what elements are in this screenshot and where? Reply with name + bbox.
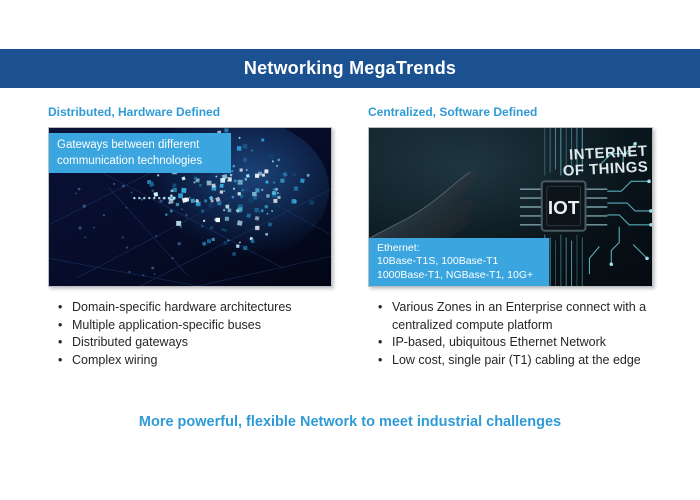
bullet-icon <box>58 299 72 317</box>
list-item: • Domain-specific hardware architectures <box>48 299 338 317</box>
ethernet-caption-line3: 1000Base-T1, NGBase-T1, 10G+ <box>377 268 534 281</box>
gateways-caption-line1: Gateways between different <box>57 139 200 151</box>
right-image-frame <box>368 127 653 287</box>
bullet-icon <box>58 352 72 370</box>
list-item: • Complex wiring <box>48 352 338 370</box>
iot-caption-line2: OF THINGS <box>562 159 649 180</box>
ethernet-caption-line2: 10Base-T1S, 100Base-T1 <box>377 255 499 267</box>
list-item: • Various Zones in an Enterprise connect with a centralized compute platform <box>368 299 653 334</box>
gateways-caption <box>49 133 231 173</box>
list-item: • IP-based, ubiquitous Ethernet Network <box>368 334 653 352</box>
beaded-line <box>133 197 175 200</box>
right-bullet-list <box>368 299 653 369</box>
bullet-icon <box>378 352 392 370</box>
iot-caption-line1: INTERNET <box>568 143 648 164</box>
footer-tagline: More powerful, flexible Network to meet industrial challenges <box>138 414 562 430</box>
right-column-header: Centralized, Software Defined <box>368 105 538 119</box>
left-column-header: Distributed, Hardware Defined <box>48 105 221 119</box>
gateways-caption-line2: communication technologies <box>57 155 203 167</box>
internet-of-things-caption <box>562 144 649 180</box>
bullet-icon <box>378 299 392 334</box>
bullet-icon <box>58 317 72 335</box>
list-item: • Distributed gateways <box>48 334 338 352</box>
list-item: • Low cost, single pair (T1) cabling at the edge <box>368 352 653 370</box>
bullet-icon <box>378 334 392 352</box>
slide-title: Networking MegaTrends <box>243 58 457 78</box>
bullet-icon <box>58 334 72 352</box>
iot-chip <box>542 181 586 230</box>
ethernet-caption-line1: Ethernet: <box>377 241 420 254</box>
left-image-frame <box>48 127 332 287</box>
list-item: • Multiple application-specific buses <box>48 317 338 335</box>
title-banner <box>0 49 700 88</box>
ethernet-caption <box>369 238 549 287</box>
iot-chip-label: IOT <box>547 196 580 218</box>
left-bullet-list <box>48 299 338 369</box>
